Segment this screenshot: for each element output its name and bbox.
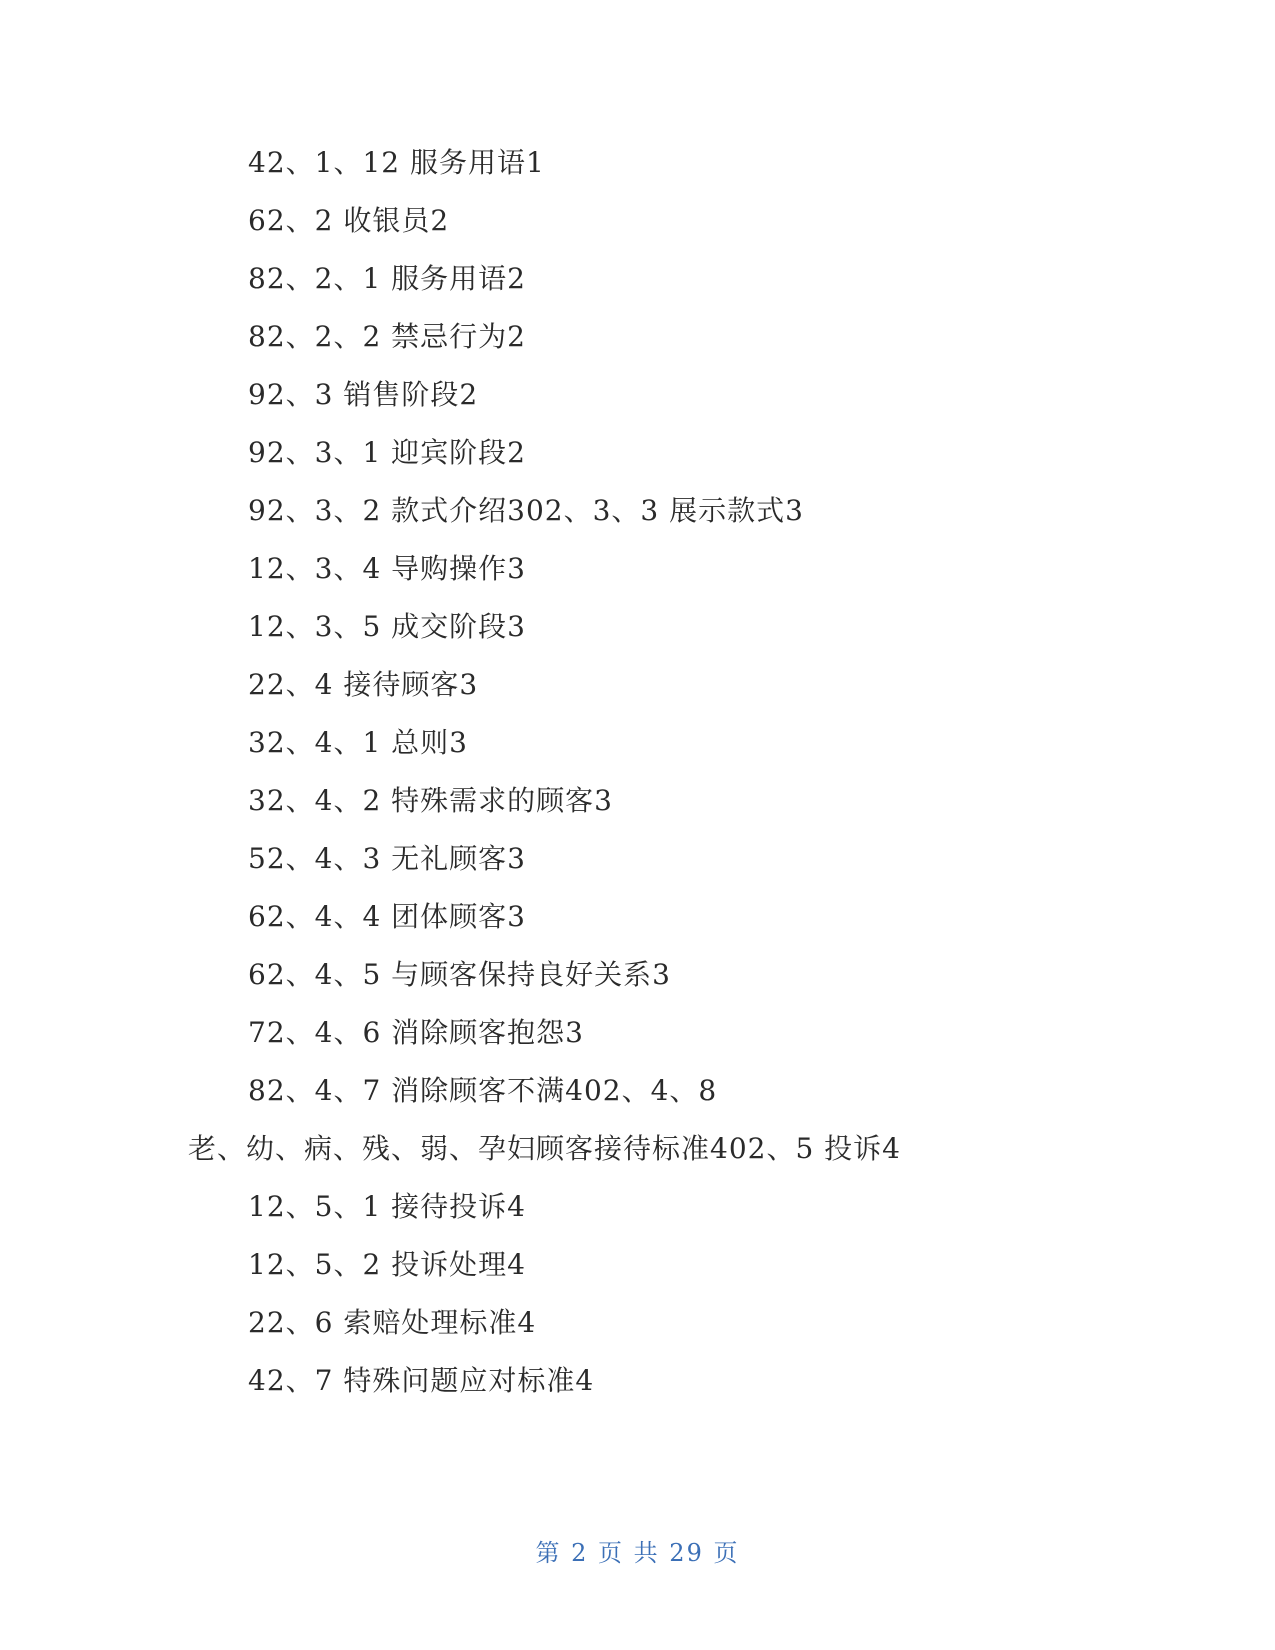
page-number-footer: 第 2 页 共 29 页	[535, 1539, 740, 1567]
toc-line: 52、4、3 无礼顾客3	[248, 842, 526, 875]
toc-line: 22、4 接待顾客3	[248, 668, 479, 701]
toc-line: 12、3、4 导购操作3	[248, 552, 526, 585]
toc-line: 老、幼、病、残、弱、孕妇顾客接待标准402、5 投诉4	[188, 1132, 901, 1165]
toc-line: 62、4、4 团体顾客3	[248, 900, 526, 933]
toc-line: 22、6 索赔处理标准4	[248, 1306, 537, 1339]
toc-line: 62、4、5 与顾客保持良好关系3	[248, 958, 671, 991]
toc-line: 72、4、6 消除顾客抱怨3	[248, 1016, 584, 1049]
toc-line: 82、2、1 服务用语2	[248, 262, 526, 295]
toc-line: 42、7 特殊问题应对标准4	[248, 1364, 595, 1397]
toc-line: 82、4、7 消除顾客不满402、4、8	[248, 1074, 718, 1107]
toc-line: 62、2 收银员2	[248, 204, 450, 237]
toc-line: 92、3 销售阶段2	[248, 378, 479, 411]
toc-line: 42、1、12 服务用语1	[248, 146, 545, 179]
toc-line: 12、5、2 投诉处理4	[248, 1248, 526, 1281]
toc-line: 82、2、2 禁忌行为2	[248, 320, 526, 353]
toc-line: 92、3、1 迎宾阶段2	[248, 436, 526, 469]
toc-line: 92、3、2 款式介绍302、3、3 展示款式3	[248, 494, 804, 527]
toc-line: 12、5、1 接待投诉4	[248, 1190, 526, 1223]
toc-line: 12、3、5 成交阶段3	[248, 610, 526, 643]
toc-line: 32、4、2 特殊需求的顾客3	[248, 784, 613, 817]
toc-line: 32、4、1 总则3	[248, 726, 468, 759]
